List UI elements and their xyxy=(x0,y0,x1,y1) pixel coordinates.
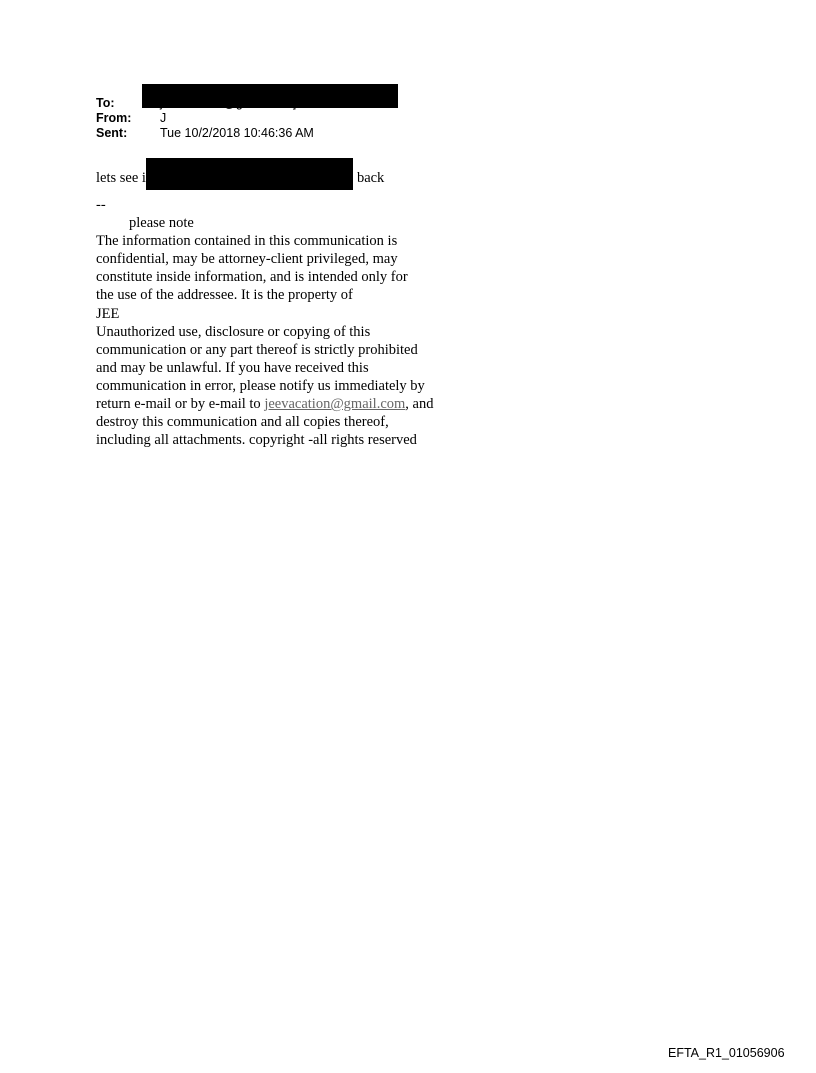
from-row xyxy=(96,111,314,126)
signature-line: confidential, may be attorney-client privileged, may xyxy=(96,251,398,268)
message-body xyxy=(96,158,385,186)
from-value: J xyxy=(160,111,167,125)
document-id: EFTA_R1_01056906 xyxy=(668,1046,785,1060)
signature-block xyxy=(96,196,476,449)
signature-note-heading: please note xyxy=(129,215,194,232)
body-text-end: back xyxy=(356,170,385,186)
email-link[interactable]: jeevacation@gmail.com xyxy=(264,396,406,413)
return-line-end: , and xyxy=(405,396,434,413)
signature-line: the use of the addressee. It is the property of xyxy=(96,287,353,304)
signature-line: constitute inside information, and is intended only for xyxy=(96,269,408,286)
signature-line: communication or any part thereof is strictly prohibited xyxy=(96,341,418,358)
to-redaction-bar xyxy=(142,84,398,108)
from-label: From: xyxy=(96,111,132,125)
return-line-start: return e-mail or by e-mail to xyxy=(96,396,265,413)
body-redaction-bar xyxy=(146,158,353,190)
sent-label: Sent: xyxy=(96,126,128,140)
signature-line: including all attachments. copyright -all rights reserved xyxy=(96,432,417,449)
signature-line: and may be unlawful. If you have received this xyxy=(96,359,369,376)
signature-line: JEE xyxy=(96,305,120,322)
signature-line: Unauthorized use, disclosure or copying of this xyxy=(96,323,371,340)
body-text-start: lets see i xyxy=(96,170,146,186)
signature-line: The information contained in this communication is xyxy=(96,233,398,250)
signature-line: communication in error, please notify us immediately by xyxy=(96,377,425,394)
signature-separator: -- xyxy=(96,197,106,213)
signature-return-line xyxy=(96,395,476,413)
signature-line: destroy this communication and all copies thereof, xyxy=(96,414,389,431)
to-label: To: xyxy=(96,96,115,110)
sent-value: Tue 10/2/2018 10:46:36 AM xyxy=(160,126,314,140)
sent-row xyxy=(96,126,314,141)
